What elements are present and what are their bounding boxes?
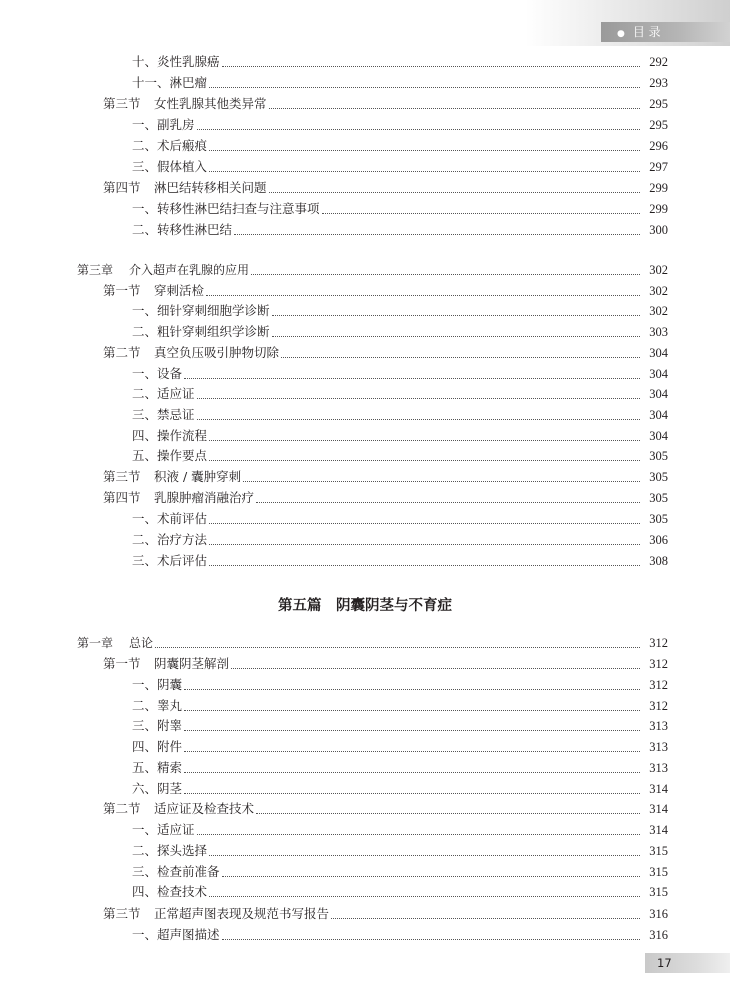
toc-entry-title: 女性乳腺其他类异常 [154, 96, 267, 111]
dot-leader [231, 668, 640, 669]
dot-leader [209, 523, 640, 524]
dot-leader [206, 295, 640, 296]
toc-item[interactable] [0, 405, 730, 425]
dot-leader [197, 419, 640, 420]
toc-entry-number: 五、 [132, 448, 158, 463]
toc-entry-number: 三、 [132, 159, 158, 174]
toc-item[interactable] [0, 530, 730, 550]
part-title: 第五篇 阴囊阴茎与不育症 [278, 598, 452, 614]
dot-leader [184, 689, 640, 690]
toc-section[interactable] [0, 488, 730, 508]
toc-entry-title: 阴囊阴茎解剖 [154, 656, 230, 671]
toc-section[interactable] [0, 94, 730, 114]
toc-entry-number: 四、 [132, 884, 158, 899]
toc-entry-label [132, 220, 232, 240]
toc-item[interactable] [0, 73, 730, 93]
toc-entry-number: 一、 [132, 366, 158, 381]
toc-entry-number: 三、 [132, 553, 158, 568]
toc-entry-label [103, 654, 229, 674]
toc-entry-number: 十、 [132, 54, 158, 69]
toc-entry-label [132, 199, 320, 219]
toc-page-number: 313 [649, 719, 668, 733]
dot-leader [209, 565, 640, 566]
toc-item[interactable] [0, 364, 730, 384]
toc-page-number: 316 [649, 928, 668, 942]
toc-entry-number: 一、 [132, 677, 158, 692]
page-number-band [645, 953, 730, 973]
toc-item[interactable] [0, 157, 730, 177]
dot-leader [209, 896, 640, 897]
page-number: 17 [657, 956, 672, 970]
toc-entry-number: 四、 [132, 739, 158, 754]
dot-leader [209, 855, 640, 856]
toc-item[interactable] [0, 882, 730, 902]
toc-entry-title: 禁忌证 [157, 407, 195, 422]
toc-entry-number: 第三节 [103, 906, 141, 921]
toc-entry-title: 精索 [157, 760, 183, 775]
toc-entry-number: 二、 [132, 698, 158, 713]
toc-entry-title: 超声图描述 [157, 927, 220, 942]
toc-page-number: 295 [649, 97, 668, 111]
toc-page-number: 304 [649, 429, 668, 443]
toc-entry-title: 淋巴结转移相关问题 [154, 180, 267, 195]
toc-entry-number: 十一、 [132, 75, 170, 90]
toc-entry-title: 转移性淋巴结 [157, 222, 233, 237]
toc-entry-title: 治疗方法 [157, 532, 208, 547]
toc-entry-number: 二、 [132, 324, 158, 339]
toc-entry-title: 术后瘢痕 [157, 138, 208, 153]
toc-item[interactable] [0, 551, 730, 571]
toc-entry-number: 第一章 [77, 636, 114, 650]
toc-entry-number: 第三节 [103, 469, 141, 484]
toc-entry-label [103, 904, 329, 924]
toc-item[interactable] [0, 509, 730, 529]
toc-page-number: 302 [649, 284, 668, 298]
toc-item[interactable] [0, 841, 730, 861]
toc-section[interactable] [0, 281, 730, 301]
toc-entry-label [132, 820, 195, 840]
dot-leader [222, 939, 640, 940]
dot-leader [209, 544, 640, 545]
toc-entry-label [103, 343, 279, 363]
dot-leader [155, 647, 640, 648]
toc-entry-number: 第三节 [103, 96, 141, 111]
toc-section[interactable] [0, 343, 730, 363]
toc-page-number: 304 [649, 346, 668, 360]
toc-entry-title: 假体植入 [157, 159, 208, 174]
header-section-tab [601, 22, 730, 42]
toc-section[interactable] [0, 467, 730, 487]
toc-entry-title: 乳腺肿瘤消融治疗 [154, 490, 255, 505]
dot-leader [256, 813, 640, 814]
toc-entry-title: 适应证 [157, 822, 195, 837]
toc-entry-number: 一、 [132, 927, 158, 942]
toc-entry-title: 设备 [157, 366, 183, 381]
toc-page-number: 313 [649, 740, 668, 754]
toc-entry-label [132, 716, 182, 736]
toc-entry-label [132, 157, 207, 177]
toc-page-number: 302 [649, 304, 668, 318]
dot-leader [184, 772, 640, 773]
toc-item[interactable] [0, 322, 730, 342]
toc-page-number: 304 [649, 387, 668, 401]
toc-item[interactable] [0, 779, 730, 799]
bullet-icon: ● [617, 29, 625, 39]
toc-entry-title: 阴茎 [157, 781, 183, 796]
toc-page-number: 300 [649, 223, 668, 237]
toc-page-number: 304 [649, 408, 668, 422]
toc-entry-label [132, 426, 207, 446]
toc-entry-label [132, 530, 207, 550]
toc-entry-title: 粗针穿刺组织学诊断 [157, 324, 270, 339]
toc-page-number: 295 [649, 118, 668, 132]
toc-page-number: 305 [649, 470, 668, 484]
toc-entry-title: 检查前准备 [157, 864, 220, 879]
toc-page-number: 314 [649, 782, 668, 796]
toc-entry-number: 一、 [132, 303, 158, 318]
toc-entry-number: 一、 [132, 201, 158, 216]
toc-page-number: 299 [649, 181, 668, 195]
toc-entry-number: 一、 [132, 117, 158, 132]
toc-page-number: 297 [649, 160, 668, 174]
dot-leader [184, 793, 640, 794]
toc-entry-label [132, 509, 207, 529]
toc-entry-title: 淋巴瘤 [169, 75, 208, 90]
toc-page-number: 296 [649, 139, 668, 153]
toc-page-number: 306 [649, 533, 668, 547]
dot-leader [269, 192, 640, 193]
dot-leader [243, 481, 640, 482]
toc-entry-label [132, 758, 182, 778]
toc-item[interactable] [0, 426, 730, 446]
toc-entry-title: 术前评估 [157, 511, 208, 526]
toc-entry-label [132, 73, 207, 93]
toc-item[interactable] [0, 136, 730, 156]
dot-leader [281, 357, 640, 358]
toc-entry-title: 穿刺活检 [154, 283, 205, 298]
toc-entry-number: 一、 [132, 822, 158, 837]
toc-item[interactable] [0, 446, 730, 466]
toc-entry-label [132, 841, 207, 861]
toc-entry-label [132, 779, 182, 799]
toc-entry-label [103, 178, 267, 198]
toc-entry-title: 转移性淋巴结扫查与注意事项 [157, 201, 320, 216]
toc-entry-label [132, 384, 195, 404]
toc-page-number: 305 [649, 512, 668, 526]
toc-page-number: 314 [649, 802, 668, 816]
dot-leader [209, 440, 640, 441]
toc-entry-label [132, 925, 220, 945]
header-tab-label: 目 录 [632, 25, 661, 39]
dot-leader [197, 398, 640, 399]
dot-leader [209, 87, 640, 88]
dot-leader [222, 66, 640, 67]
dot-leader [272, 315, 640, 316]
dot-leader [184, 751, 640, 752]
toc-entry-label [132, 862, 220, 882]
dot-leader [256, 502, 640, 503]
toc-entry-label [103, 94, 267, 114]
toc-entry-title: 适应证 [157, 386, 195, 401]
dot-leader [209, 171, 640, 172]
toc-page-number: 304 [649, 367, 668, 381]
toc-entry-title: 炎性乳腺癌 [157, 54, 220, 69]
toc-entry-label [132, 364, 182, 384]
toc-page-number: 313 [649, 761, 668, 775]
toc-entry-label [132, 322, 270, 342]
dot-leader [272, 336, 640, 337]
toc-entry-label [132, 446, 207, 466]
toc-page-number: 312 [649, 657, 668, 671]
toc-page-number: 292 [649, 55, 668, 69]
toc-entry-title: 积液 / 囊肿穿刺 [154, 469, 242, 484]
toc-entry-title: 细针穿刺细胞学诊断 [157, 303, 270, 318]
dot-leader [251, 274, 640, 275]
toc-entry-label [103, 467, 241, 487]
dot-leader [184, 378, 640, 379]
toc-entry-number: 三、 [132, 407, 158, 422]
toc-entry-label [103, 281, 204, 301]
toc-item[interactable] [0, 301, 730, 321]
toc-entry-number: 三、 [132, 864, 158, 879]
toc-entry-label [77, 633, 153, 653]
toc-entry-label [103, 488, 254, 508]
dot-leader [331, 918, 640, 919]
toc-entry-title: 总论 [129, 636, 154, 650]
toc-chapter[interactable] [0, 633, 730, 653]
toc-page-number: 308 [649, 554, 668, 568]
toc-item[interactable] [0, 675, 730, 695]
toc-entry-number: 三、 [132, 718, 158, 733]
toc-entry-label [132, 405, 195, 425]
toc-page-number: 315 [649, 865, 668, 879]
toc-page-number: 315 [649, 885, 668, 899]
toc-entry-label [132, 52, 220, 72]
toc-page-number: 293 [649, 76, 668, 90]
toc-item[interactable] [0, 52, 730, 72]
toc-entry-number: 四、 [132, 428, 158, 443]
toc-entry-label [103, 799, 254, 819]
toc-item[interactable] [0, 820, 730, 840]
dot-leader [322, 213, 640, 214]
dot-leader [197, 129, 640, 130]
toc-entry-label [132, 301, 270, 321]
dot-leader [184, 730, 640, 731]
toc-section[interactable] [0, 178, 730, 198]
toc-entry-label [132, 136, 207, 156]
toc-page-number: 312 [649, 636, 668, 650]
toc-entry-number: 六、 [132, 781, 158, 796]
toc-entry-title: 正常超声图表现及规范书写报告 [154, 906, 330, 921]
toc-entry-number: 五、 [132, 760, 158, 775]
toc-entry-title: 真空负压吸引肿物切除 [154, 345, 280, 360]
toc-section[interactable] [0, 904, 730, 924]
dot-leader [209, 150, 640, 151]
dot-leader [209, 460, 640, 461]
toc-section[interactable] [0, 654, 730, 674]
toc-item[interactable] [0, 199, 730, 219]
toc-entry-title: 介入超声在乳腺的应用 [129, 263, 250, 277]
toc-item[interactable] [0, 758, 730, 778]
toc-entry-label [132, 737, 182, 757]
toc-chapter[interactable] [0, 260, 730, 280]
toc-entry-number: 一、 [132, 511, 158, 526]
toc-item[interactable] [0, 220, 730, 240]
dot-leader [184, 710, 640, 711]
toc-page-number: 312 [649, 678, 668, 692]
toc-entry-number: 第一节 [103, 656, 141, 671]
toc-entry-number: 二、 [132, 138, 158, 153]
toc-entry-number: 第三章 [77, 263, 114, 277]
toc-entry-title: 适应证及检查技术 [154, 801, 255, 816]
toc-entry-label [132, 696, 182, 716]
toc-item[interactable] [0, 716, 730, 736]
toc-entry-title: 操作流程 [157, 428, 208, 443]
toc-page-number: 303 [649, 325, 668, 339]
toc-entry-title: 副乳房 [157, 117, 195, 132]
toc-entry-label [132, 115, 195, 135]
toc-page-number: 305 [649, 449, 668, 463]
toc-entry-number: 二、 [132, 843, 158, 858]
toc-entry-label [132, 551, 207, 571]
toc-entry-title: 术后评估 [157, 553, 208, 568]
dot-leader [234, 234, 640, 235]
toc-entry-title: 睾丸 [157, 698, 183, 713]
toc-page-number: 314 [649, 823, 668, 837]
toc-entry-title: 附睾 [157, 718, 183, 733]
toc-item[interactable] [0, 696, 730, 716]
toc-entry-title: 阴囊 [157, 677, 183, 692]
toc-entry-number: 第四节 [103, 180, 141, 195]
toc-entry-title: 操作要点 [157, 448, 208, 463]
toc-page-number: 315 [649, 844, 668, 858]
toc-item[interactable] [0, 925, 730, 945]
toc-entry-number: 二、 [132, 386, 158, 401]
toc-entry-number: 第四节 [103, 490, 141, 505]
toc-entry-label [132, 882, 207, 902]
toc-page-number: 305 [649, 491, 668, 505]
toc-entry-number: 第二节 [103, 801, 141, 816]
dot-leader [269, 108, 640, 109]
toc-item[interactable] [0, 115, 730, 135]
toc-entry-number: 第二节 [103, 345, 141, 360]
toc-section[interactable] [0, 799, 730, 819]
toc-item[interactable] [0, 737, 730, 757]
toc-entry-title: 检查技术 [157, 884, 208, 899]
dot-leader [222, 876, 640, 877]
toc-item[interactable] [0, 384, 730, 404]
dot-leader [197, 834, 640, 835]
toc-entry-title: 探头选择 [157, 843, 208, 858]
toc-page-number: 316 [649, 907, 668, 921]
toc-item[interactable] [0, 862, 730, 882]
toc-entry-label [77, 260, 249, 280]
toc-entry-number: 二、 [132, 222, 158, 237]
toc-page-number: 299 [649, 202, 668, 216]
toc-entry-number: 第一节 [103, 283, 141, 298]
toc-entry-label [132, 675, 182, 695]
toc-page-number: 312 [649, 699, 668, 713]
toc-entry-title: 附件 [157, 739, 183, 754]
toc-entry-number: 二、 [132, 532, 158, 547]
toc-page-number: 302 [649, 263, 668, 277]
